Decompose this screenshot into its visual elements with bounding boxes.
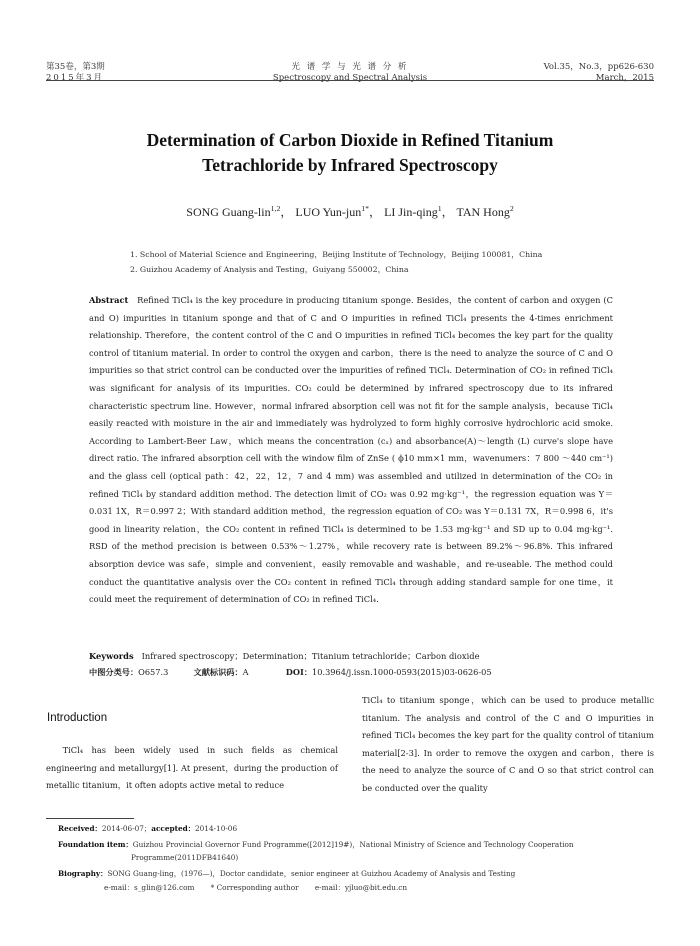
doc-code-value: A bbox=[242, 667, 249, 677]
header-volume: 第35卷，第3期 bbox=[46, 62, 105, 72]
abstract bbox=[89, 292, 613, 609]
right-column-text: TiCl₄ to titanium sponge，which can be used to produce metallic titanium. The analysis and control of the C and O impurities in refined TiCl₄ becomes the key part for the quality control of titanium material[2-3]. In order to remove the oxygen and carbon，there is the need to analyze the source of C and O so that strict control can be conducted over the quality bbox=[362, 695, 654, 793]
biography-value: SONG Guang-ling，(1976—)，Doctor candidate，senior engineer at Guizhou Academy of Analysis and Testing bbox=[107, 869, 516, 878]
footnote-rule bbox=[46, 818, 134, 819]
abstract-label: Abstract bbox=[89, 295, 129, 305]
header-journal-cn: 光 谱 学 与 光 谱 分 析 bbox=[291, 62, 409, 72]
foundation-value: Guizhou Provincial Governor Fund Programme([2012]19#)，National Ministry of Science and Technology Cooperation Programme(2011DFB41640) bbox=[131, 840, 574, 862]
title-line-2: Tetrachloride by Infrared Spectroscopy bbox=[202, 155, 498, 175]
received-label: Received： bbox=[58, 824, 102, 833]
clc-label: 中图分类号： bbox=[89, 667, 139, 677]
affiliation: 1. School of Material Science and Engineering，Beijing Institute of Technology，Beijing 100081，China bbox=[130, 250, 543, 259]
accepted-label: accepted： bbox=[151, 824, 196, 833]
doi-value: 10.3964/j.issn.1000-0593(2015)03-0626-05 bbox=[312, 667, 492, 677]
doi-label: DOI： bbox=[285, 667, 313, 677]
author-affil-sup: 1 bbox=[437, 204, 442, 213]
header-vol-pages: Vol.35，No.3，pp626-630 bbox=[543, 62, 654, 72]
keywords-label: Keywords bbox=[89, 651, 134, 661]
keywords-text: Infrared spectroscopy；Determination；Titanium tetrachloride；Carbon dioxide bbox=[141, 651, 480, 661]
left-column-text: TiCl₄ has been widely used in such fields as chemical engineering and metallurgy[1]. At present，during the production of metallic titanium，it often adopts active metal to reduce bbox=[46, 745, 338, 791]
author-separator: ， bbox=[441, 205, 454, 219]
author-name: SONG Guang-lin bbox=[186, 205, 271, 219]
header-date-cn: 2015年3月 bbox=[46, 73, 105, 83]
author-separator: ， bbox=[369, 205, 382, 219]
abstract-text: Refined TiCl₄ is the key procedure in producing titanium sponge. Besides，the content of carbon and oxygen (C and O) impurities in titanium sponge and that of C and O impurities in refined TiCl₄ presents the 4-times enrichment relationship. Therefore，the content control of the C and O impurities in refined TiCl₄ becomes the key part for the quality control of titanium material. In order to control the oxygen and carbon，there is the need to analyze the source of C and O impurities so that strict control can be conducted over the impurities of refined TiCl₄. Determination of CO₂ in refined TiCl₄ was significant for analysis of its impurities. CO₂ could be determined by infrared spectroscopy due to its infrared characteristic spectrum line. However，normal infrared absorption cell was not fit for the sample analysis，because TiCl₄ easily reacted with moisture in the air and immediately was hydrolyzed to form highly corrosive hydrochloric acid smoke. According to Lambert-Beer Law，which means the concentration (cₓ) and absorbance(A)～length (L) curve's slope have direct ratio. The infrared absorption cell with the window film of ZnSe ( ϕ10 mm×1 mm，wavenumers：7 800 ～440 cm⁻¹) and the glass cell (optical path：42，22，12，7 and 4 mm) was assembled and utilized in determination of the CO₂ in refined TiCl₄ by standard addition method. The detection limit of CO₂ was 0.92 mg·kg⁻¹，the regression equation was Y＝0.031 1X，R＝0.997 2；With standard addition method，the regression equation of CO₂ was Y＝0.131 7X，R＝0.998 6，it's good in linearity relation，the CO₂ content in refined TiCl₄ is determined to be 1.53 mg·kg⁻¹ and SD up to 0.04 mg·kg⁻¹. RSD of the method precision is between 0.53%～1.27%，while recovery rate is between 89.2%～96.8%. This infrared absorption device was safe，simple and convenient，easily removable and washable，and re-useable. The method could conduct the quantitative analysis over the CO₂ content in refined TiCl₄ through adding standard sample for one time，it could meet the requirement of determination of CO₂ in refined TiCl₄. bbox=[89, 295, 614, 605]
paper-title bbox=[60, 128, 640, 178]
footnote-received bbox=[58, 822, 658, 835]
author-affil-sup: 1,2 bbox=[270, 204, 281, 213]
keywords bbox=[89, 648, 613, 664]
doc-code-label: 文献标识码： bbox=[193, 667, 243, 677]
classification-line bbox=[89, 665, 613, 679]
header-date-en: March，2015 bbox=[595, 73, 654, 83]
footnote-biography bbox=[58, 867, 658, 880]
title-line-1: Determination of Carbon Dioxide in Refined Titanium bbox=[146, 130, 554, 150]
biography-label: Biography： bbox=[58, 869, 108, 878]
affiliation: 2. Guizhou Academy of Analysis and Testing，Guiyang 550002，China bbox=[130, 265, 409, 274]
footnote-foundation bbox=[58, 838, 658, 864]
author-affil-sup: 1* bbox=[361, 204, 370, 213]
footnote-email: e-mail：s_glin@126.com * Corresponding author e-mail：yjluo@bit.edu.cn bbox=[104, 883, 408, 892]
author-name: TAN Hong bbox=[456, 205, 510, 219]
foundation-label: Foundation item： bbox=[58, 840, 133, 849]
accepted-value: 2014-10-06 bbox=[195, 824, 238, 833]
received-value: 2014-06-07； bbox=[101, 824, 152, 833]
section-title: Introduction bbox=[47, 712, 108, 724]
clc-value: O657.3 bbox=[138, 667, 169, 677]
author-name: LI Jin-qing bbox=[384, 205, 438, 219]
header-journal-en: Spectroscopy and Spectral Analysis bbox=[272, 73, 428, 83]
author-name: LUO Yun-jun bbox=[295, 205, 362, 219]
author-affil-sup: 2 bbox=[509, 204, 514, 213]
author-separator: ， bbox=[280, 205, 293, 219]
header-rule bbox=[46, 80, 654, 81]
author-list bbox=[60, 203, 640, 220]
